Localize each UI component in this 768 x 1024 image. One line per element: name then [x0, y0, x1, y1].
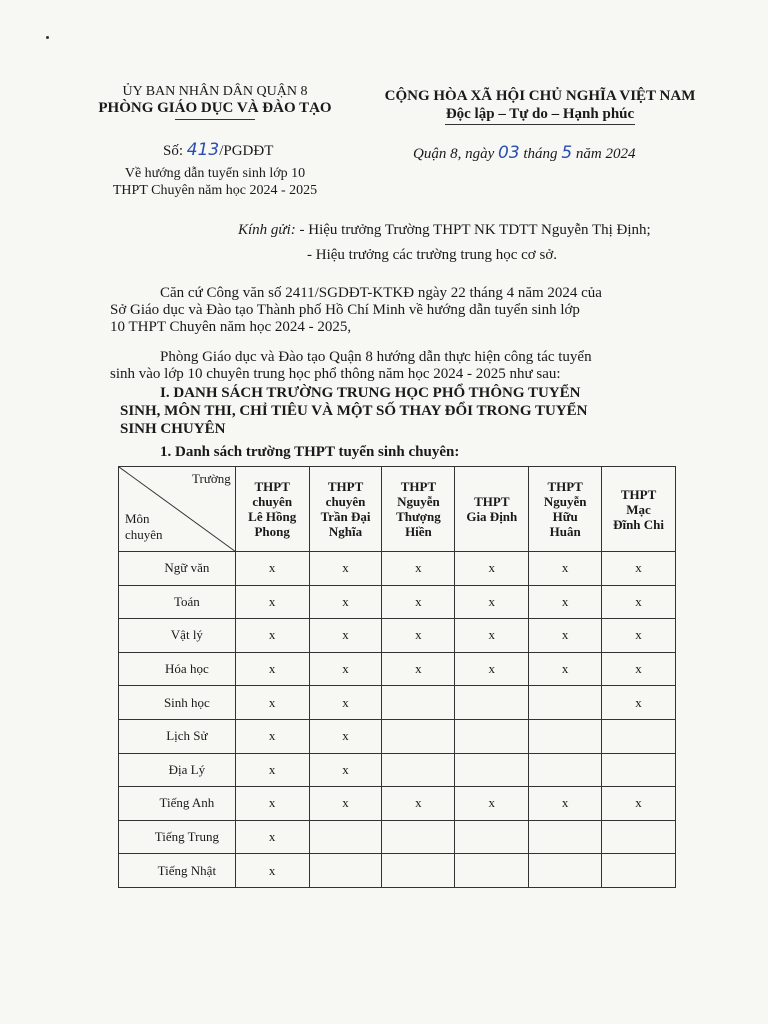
table-cell: [382, 753, 455, 787]
table-cell: x: [309, 619, 382, 653]
date-suffix: năm 2024: [575, 146, 636, 162]
para1-line3: 10 THPT Chuyên năm học 2024 - 2025,: [110, 319, 352, 335]
table-cell: x: [455, 552, 529, 586]
subject-line2: THPT Chuyên năm học 2024 - 2025: [112, 183, 318, 198]
date-mid: tháng: [523, 146, 558, 162]
table-cell: x: [235, 619, 309, 653]
row-subject: Hóa học: [119, 652, 236, 686]
table-row: [119, 787, 676, 821]
table-cell: x: [602, 552, 676, 586]
table-cell: [309, 854, 382, 888]
table-cell: [529, 753, 602, 787]
scan-speck: [46, 36, 49, 39]
table-row: [119, 854, 676, 888]
column-header-school: THPT Mạc Đĩnh Chi: [602, 467, 676, 552]
table-cell: x: [455, 787, 529, 821]
para2-line2: sinh vào lớp 10 chuyên trung học phổ thông năm học 2024 - 2025 như sau:: [110, 366, 561, 382]
table-cell: x: [235, 820, 309, 854]
table-cell: [529, 719, 602, 753]
table-cell: x: [309, 686, 382, 720]
corner-schools-label: Trường: [192, 471, 231, 486]
table-cell: x: [235, 719, 309, 753]
table-cell: x: [309, 585, 382, 619]
doc-number-handwritten: 413: [186, 140, 220, 160]
table-row: [119, 686, 676, 720]
table-cell: x: [309, 652, 382, 686]
table-row: [119, 585, 676, 619]
table-cell: [309, 820, 382, 854]
table-cell: [382, 820, 455, 854]
row-subject: Ngữ văn: [119, 552, 236, 586]
doc-number-suffix: /PGDĐT: [219, 143, 274, 159]
para1-line2: Sở Giáo dục và Đào tạo Thành phố Hồ Chí Minh về hướng dẫn tuyển sinh lớp: [110, 302, 580, 318]
row-subject: Toán: [119, 585, 236, 619]
recipient-line2: - Hiệu trưởng các trường trung học cơ sở.: [307, 247, 558, 263]
table-cell: x: [602, 652, 676, 686]
table-cell: x: [455, 585, 529, 619]
corner-subject-line1: Môn: [125, 511, 150, 526]
table-cell: x: [529, 619, 602, 653]
table-row: [119, 652, 676, 686]
table-cell: x: [382, 652, 455, 686]
table-cell: x: [455, 652, 529, 686]
row-subject: Địa Lý: [119, 753, 236, 787]
doc-subject: [80, 165, 350, 199]
table-cell: x: [235, 854, 309, 888]
table-cell: x: [309, 552, 382, 586]
table-cell: x: [529, 652, 602, 686]
table-cell: x: [602, 619, 676, 653]
table-cell: [455, 820, 529, 854]
table-row: [119, 820, 676, 854]
row-subject: Vật lý: [119, 619, 236, 653]
table-cell: [602, 820, 676, 854]
table-cell: x: [529, 787, 602, 821]
doc-date: [413, 143, 635, 163]
row-subject: Tiếng Trung: [119, 820, 236, 854]
nation-line1: CỘNG HÒA XÃ HỘI CHỦ NGHĨA VIỆT NAM: [384, 88, 696, 104]
table-cell: [455, 686, 529, 720]
table-cell: x: [235, 552, 309, 586]
table-cell: [382, 854, 455, 888]
paragraph-2: [110, 349, 680, 383]
column-header-school: THPT Nguyễn Hữu Huân: [529, 467, 602, 552]
org-line1: ỦY BAN NHÂN DÂN QUẬN 8: [122, 84, 308, 99]
doc-number-prefix: Số:: [163, 143, 184, 159]
table-corner-cell: [119, 467, 236, 552]
recipients-label: Kính gửi:: [238, 222, 296, 238]
row-subject: Tiếng Anh: [119, 787, 236, 821]
table-cell: x: [602, 787, 676, 821]
table-cell: [529, 820, 602, 854]
table-cell: x: [602, 686, 676, 720]
table-cell: [382, 686, 455, 720]
table-cell: x: [529, 552, 602, 586]
column-header-school: THPT Nguyễn Thượng Hiền: [382, 467, 455, 552]
table-cell: x: [602, 585, 676, 619]
date-prefix: Quận 8, ngày: [413, 146, 495, 162]
corner-subject-label: [125, 511, 163, 543]
table-header-row: [119, 467, 676, 552]
table-cell: [455, 854, 529, 888]
table-cell: x: [455, 619, 529, 653]
table-cell: x: [382, 619, 455, 653]
header-right: [362, 87, 718, 125]
nation-line2: Độc lập – Tự do – Hạnh phúc: [445, 106, 635, 122]
table-cell: [382, 719, 455, 753]
section1-line2: SINH, MÔN THI, CHỈ TIÊU VÀ MỘT SỐ THAY ĐỔI TRONG TUYỂN: [120, 403, 588, 419]
doc-number: [163, 140, 273, 160]
header-left: [80, 83, 350, 120]
subsection-1-heading: 1. Danh sách trường THPT tuyển sinh chuyên:: [160, 444, 460, 460]
table-cell: [602, 854, 676, 888]
table-cell: x: [235, 652, 309, 686]
section-1-heading: [120, 384, 685, 438]
column-header-school: THPT chuyên Lê Hồng Phong: [235, 467, 309, 552]
table-cell: [529, 686, 602, 720]
date-day: 03: [498, 143, 520, 163]
column-header-school: THPT Gia Định: [455, 467, 529, 552]
table-cell: x: [309, 787, 382, 821]
table-cell: x: [309, 753, 382, 787]
row-subject: Sinh học: [119, 686, 236, 720]
para2-line1: Phòng Giáo dục và Đào tạo Quận 8 hướng dẫn thực hiện công tác tuyển: [160, 349, 592, 365]
corner-subject-line2: chuyên: [125, 527, 163, 542]
table-cell: [602, 719, 676, 753]
table-row: [119, 753, 676, 787]
table-row: [119, 552, 676, 586]
row-subject: Tiếng Nhật: [119, 854, 236, 888]
table-row: [119, 719, 676, 753]
table-cell: x: [235, 753, 309, 787]
table-cell: [529, 854, 602, 888]
paragraph-1: [110, 285, 680, 336]
table-cell: x: [235, 686, 309, 720]
row-subject: Lịch Sử: [119, 719, 236, 753]
column-header-school: THPT chuyên Trần Đại Nghĩa: [309, 467, 382, 552]
section1-line1: I. DANH SÁCH TRƯỜNG TRUNG HỌC PHỔ THÔNG TUYỂN: [160, 385, 581, 401]
table-cell: x: [382, 552, 455, 586]
table-cell: x: [309, 719, 382, 753]
nation-underline: [445, 124, 635, 125]
table-cell: x: [235, 787, 309, 821]
table-cell: x: [235, 585, 309, 619]
table-cell: x: [529, 585, 602, 619]
date-month: 5: [561, 143, 573, 163]
recipients: [238, 218, 651, 268]
table-cell: [455, 719, 529, 753]
table-cell: [455, 753, 529, 787]
table-cell: x: [382, 585, 455, 619]
org-line2: PHÒNG GIÁO DỤC VÀ ĐÀO TẠO: [98, 100, 332, 116]
table-row: [119, 619, 676, 653]
table-body: [119, 552, 676, 888]
table-cell: [602, 753, 676, 787]
schools-table: [118, 466, 676, 888]
section1-line3: SINH CHUYÊN: [120, 421, 226, 437]
table-cell: x: [382, 787, 455, 821]
para1-line1: Căn cứ Công văn số 2411/SGDĐT-KTKĐ ngày 22 tháng 4 năm 2024 của: [160, 285, 602, 301]
subject-line1: Về hướng dẫn tuyển sinh lớp 10: [124, 166, 306, 181]
recipient-line1: - Hiệu trưởng Trường THPT NK TDTT Nguyễn Thị Định;: [299, 222, 651, 238]
org-underline: [175, 119, 255, 120]
